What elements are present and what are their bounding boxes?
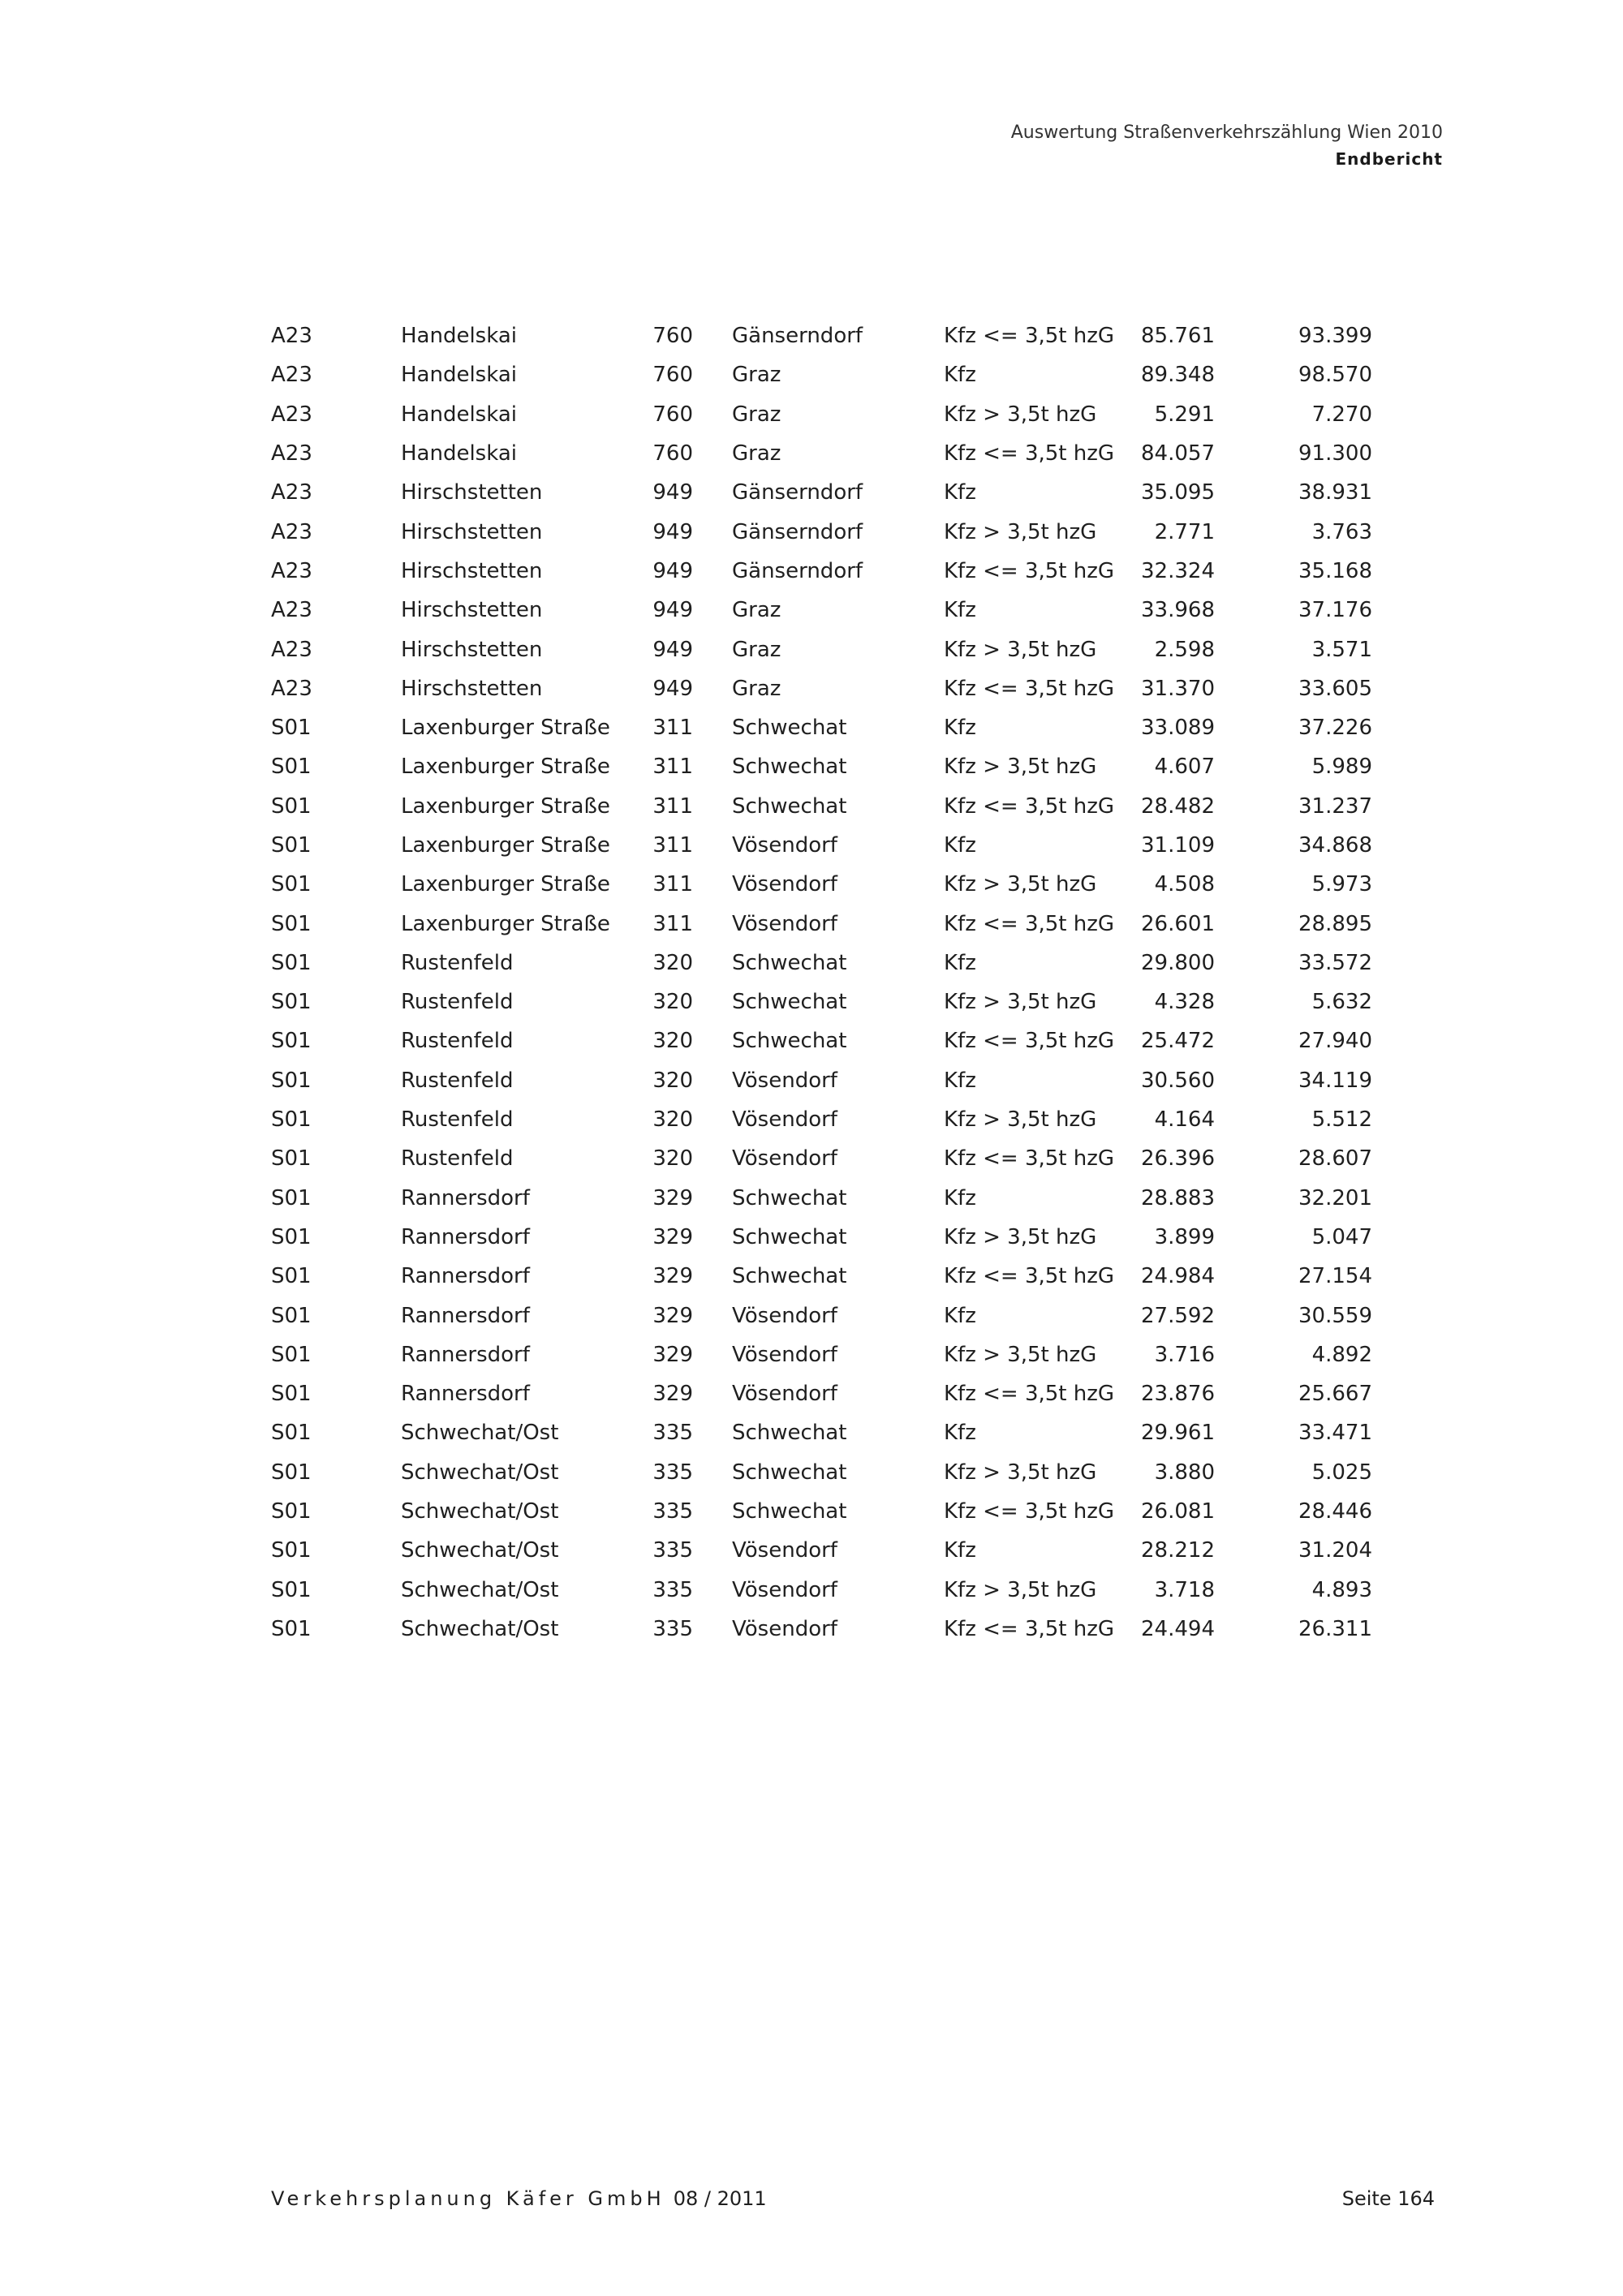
- road-cell: S01: [271, 716, 312, 741]
- road-cell: S01: [271, 755, 312, 780]
- table-row: [271, 355, 1372, 394]
- count-point-cell: 320: [652, 1107, 693, 1133]
- direction-cell: Gänserndorf: [732, 519, 863, 544]
- section-cell: Handelskai: [401, 363, 517, 388]
- vehicle-type-cell: Kfz <= 3,5t hzG: [944, 1382, 1115, 1407]
- vehicle-type-cell: Kfz: [944, 1421, 976, 1446]
- section-cell: Rannersdorf: [401, 1303, 530, 1328]
- direction-cell: Vösendorf: [732, 1342, 837, 1367]
- value-cell-1: 89.348: [1141, 363, 1215, 388]
- value-cell-2: 7.270: [1311, 402, 1372, 427]
- section-cell: Hirschstetten: [401, 598, 543, 623]
- count-point-cell: 949: [652, 637, 693, 662]
- section-cell: Rannersdorf: [401, 1224, 530, 1249]
- value-cell-1: 32.324: [1141, 558, 1215, 583]
- value-cell-2: 5.047: [1311, 1224, 1372, 1249]
- vehicle-type-cell: Kfz > 3,5t hzG: [944, 1577, 1097, 1602]
- road-cell: S01: [271, 1146, 312, 1172]
- value-cell-2: 33.605: [1298, 676, 1372, 701]
- section-cell: Rustenfeld: [401, 950, 514, 975]
- vehicle-type-cell: Kfz <= 3,5t hzG: [944, 441, 1115, 467]
- section-cell: Laxenburger Straße: [401, 872, 610, 897]
- road-cell: A23: [271, 324, 312, 349]
- value-cell-1: 24.494: [1141, 1616, 1215, 1641]
- vehicle-type-cell: Kfz: [944, 833, 976, 858]
- direction-cell: Schwechat: [732, 1264, 847, 1289]
- road-cell: A23: [271, 598, 312, 623]
- table-row: [271, 865, 1372, 904]
- road-cell: A23: [271, 558, 312, 583]
- count-point-cell: 311: [652, 755, 693, 780]
- road-cell: S01: [271, 950, 312, 975]
- value-cell-1: 3.718: [1154, 1577, 1215, 1602]
- vehicle-type-cell: Kfz <= 3,5t hzG: [944, 676, 1115, 701]
- value-cell-2: 31.204: [1298, 1538, 1372, 1563]
- table-row: [271, 1413, 1372, 1452]
- value-cell-1: 3.880: [1154, 1460, 1215, 1485]
- value-cell-1: 28.212: [1141, 1538, 1215, 1563]
- section-cell: Hirschstetten: [401, 558, 543, 583]
- table-row: [271, 904, 1372, 943]
- road-cell: S01: [271, 1185, 312, 1210]
- road-cell: S01: [271, 1303, 312, 1328]
- section-cell: Rannersdorf: [401, 1342, 530, 1367]
- value-cell-1: 26.081: [1141, 1499, 1215, 1524]
- footer-left: [271, 2187, 767, 2210]
- vehicle-type-cell: Kfz > 3,5t hzG: [944, 1224, 1097, 1249]
- count-point-cell: 329: [652, 1342, 693, 1367]
- count-point-cell: 320: [652, 1068, 693, 1093]
- value-cell-1: 29.961: [1141, 1421, 1215, 1446]
- count-point-cell: 320: [652, 950, 693, 975]
- value-cell-1: 27.592: [1141, 1303, 1215, 1328]
- direction-cell: Vösendorf: [732, 1382, 837, 1407]
- vehicle-type-cell: Kfz > 3,5t hzG: [944, 1342, 1097, 1367]
- road-cell: S01: [271, 833, 312, 858]
- road-cell: S01: [271, 1382, 312, 1407]
- value-cell-2: 25.667: [1298, 1382, 1372, 1407]
- count-point-cell: 335: [652, 1577, 693, 1602]
- count-point-cell: 335: [652, 1616, 693, 1641]
- section-cell: Laxenburger Straße: [401, 833, 610, 858]
- road-cell: S01: [271, 793, 312, 819]
- section-cell: Laxenburger Straße: [401, 755, 610, 780]
- page-footer: [271, 2187, 1435, 2215]
- section-cell: Hirschstetten: [401, 480, 543, 505]
- direction-cell: Schwechat: [732, 716, 847, 741]
- direction-cell: Vösendorf: [732, 1068, 837, 1093]
- count-point-cell: 329: [652, 1264, 693, 1289]
- value-cell-2: 27.154: [1298, 1264, 1372, 1289]
- value-cell-1: 85.761: [1141, 324, 1215, 349]
- vehicle-type-cell: Kfz: [944, 716, 976, 741]
- value-cell-1: 24.984: [1141, 1264, 1215, 1289]
- value-cell-2: 28.895: [1298, 911, 1372, 936]
- count-point-cell: 949: [652, 598, 693, 623]
- value-cell-1: 4.607: [1154, 755, 1215, 780]
- table-row: [271, 1453, 1372, 1492]
- section-cell: Rustenfeld: [401, 1068, 514, 1093]
- value-cell-2: 91.300: [1298, 441, 1372, 467]
- count-point-cell: 335: [652, 1499, 693, 1524]
- count-point-cell: 320: [652, 990, 693, 1015]
- count-point-cell: 311: [652, 872, 693, 897]
- value-cell-1: 31.370: [1141, 676, 1215, 701]
- vehicle-type-cell: Kfz <= 3,5t hzG: [944, 1146, 1115, 1172]
- value-cell-1: 25.472: [1141, 1029, 1215, 1054]
- direction-cell: Gänserndorf: [732, 480, 863, 505]
- count-point-cell: 760: [652, 363, 693, 388]
- vehicle-type-cell: Kfz <= 3,5t hzG: [944, 324, 1115, 349]
- value-cell-1: 4.508: [1154, 872, 1215, 897]
- value-cell-1: 28.482: [1141, 793, 1215, 819]
- road-cell: S01: [271, 1029, 312, 1054]
- direction-cell: Gänserndorf: [732, 324, 863, 349]
- direction-cell: Graz: [732, 598, 781, 623]
- count-point-cell: 760: [652, 441, 693, 467]
- road-cell: S01: [271, 990, 312, 1015]
- table-row: [271, 826, 1372, 865]
- section-cell: Rustenfeld: [401, 1107, 514, 1133]
- vehicle-type-cell: Kfz > 3,5t hzG: [944, 1107, 1097, 1133]
- section-cell: Schwechat/Ost: [401, 1538, 559, 1563]
- value-cell-1: 4.164: [1154, 1107, 1215, 1133]
- table-row: [271, 473, 1372, 512]
- value-cell-2: 93.399: [1298, 324, 1372, 349]
- count-point-cell: 949: [652, 480, 693, 505]
- direction-cell: Schwechat: [732, 755, 847, 780]
- vehicle-type-cell: Kfz: [944, 598, 976, 623]
- road-cell: A23: [271, 402, 312, 427]
- road-cell: S01: [271, 1224, 312, 1249]
- table-row: [271, 944, 1372, 982]
- value-cell-2: 28.607: [1298, 1146, 1372, 1172]
- road-cell: S01: [271, 872, 312, 897]
- road-cell: A23: [271, 480, 312, 505]
- value-cell-2: 5.989: [1311, 755, 1372, 780]
- table-row: [271, 1179, 1372, 1218]
- vehicle-type-cell: Kfz > 3,5t hzG: [944, 990, 1097, 1015]
- direction-cell: Gänserndorf: [732, 558, 863, 583]
- direction-cell: Schwechat: [732, 1421, 847, 1446]
- count-point-cell: 335: [652, 1421, 693, 1446]
- value-cell-2: 32.201: [1298, 1185, 1372, 1210]
- value-cell-1: 3.899: [1154, 1224, 1215, 1249]
- table-row: [271, 591, 1372, 630]
- vehicle-type-cell: Kfz <= 3,5t hzG: [944, 1029, 1115, 1054]
- value-cell-1: 29.800: [1141, 950, 1215, 975]
- value-cell-2: 33.572: [1298, 950, 1372, 975]
- value-cell-2: 34.868: [1298, 833, 1372, 858]
- direction-cell: Vösendorf: [732, 1577, 837, 1602]
- vehicle-type-cell: Kfz > 3,5t hzG: [944, 755, 1097, 780]
- value-cell-1: 33.089: [1141, 716, 1215, 741]
- vehicle-type-cell: Kfz > 3,5t hzG: [944, 872, 1097, 897]
- road-cell: S01: [271, 1616, 312, 1641]
- count-point-cell: 320: [652, 1029, 693, 1054]
- table-body: [271, 316, 1372, 1649]
- vehicle-type-cell: Kfz <= 3,5t hzG: [944, 1499, 1115, 1524]
- count-point-cell: 949: [652, 558, 693, 583]
- vehicle-type-cell: Kfz <= 3,5t hzG: [944, 1616, 1115, 1641]
- section-cell: Handelskai: [401, 324, 517, 349]
- value-cell-1: 33.968: [1141, 598, 1215, 623]
- value-cell-2: 5.973: [1311, 872, 1372, 897]
- value-cell-2: 37.176: [1298, 598, 1372, 623]
- value-cell-1: 31.109: [1141, 833, 1215, 858]
- count-point-cell: 329: [652, 1382, 693, 1407]
- table-row: [271, 316, 1372, 355]
- value-cell-2: 35.168: [1298, 558, 1372, 583]
- direction-cell: Schwechat: [732, 1185, 847, 1210]
- section-cell: Laxenburger Straße: [401, 793, 610, 819]
- direction-cell: Graz: [732, 441, 781, 467]
- section-cell: Schwechat/Ost: [401, 1499, 559, 1524]
- road-cell: A23: [271, 676, 312, 701]
- direction-cell: Vösendorf: [732, 1107, 837, 1133]
- table-row: [271, 1374, 1372, 1413]
- value-cell-2: 28.446: [1298, 1499, 1372, 1524]
- value-cell-2: 4.892: [1311, 1342, 1372, 1367]
- section-cell: Rannersdorf: [401, 1185, 530, 1210]
- section-cell: Schwechat/Ost: [401, 1421, 559, 1446]
- count-point-cell: 949: [652, 676, 693, 701]
- company-name: Verkehrsplanung Käfer GmbH: [271, 2187, 665, 2210]
- vehicle-type-cell: Kfz: [944, 950, 976, 975]
- vehicle-type-cell: Kfz > 3,5t hzG: [944, 1460, 1097, 1485]
- count-point-cell: 760: [652, 324, 693, 349]
- direction-cell: Vösendorf: [732, 833, 837, 858]
- table-row: [271, 1139, 1372, 1178]
- value-cell-2: 5.632: [1311, 990, 1372, 1015]
- vehicle-type-cell: Kfz <= 3,5t hzG: [944, 911, 1115, 936]
- count-point-cell: 760: [652, 402, 693, 427]
- vehicle-type-cell: Kfz <= 3,5t hzG: [944, 793, 1115, 819]
- section-cell: Rustenfeld: [401, 1029, 514, 1054]
- direction-cell: Schwechat: [732, 1460, 847, 1485]
- value-cell-1: 84.057: [1141, 441, 1215, 467]
- section-cell: Schwechat/Ost: [401, 1577, 559, 1602]
- report-date: 08 / 2011: [673, 2187, 767, 2210]
- vehicle-type-cell: Kfz: [944, 480, 976, 505]
- count-point-cell: 329: [652, 1224, 693, 1249]
- count-point-cell: 320: [652, 1146, 693, 1172]
- value-cell-2: 33.471: [1298, 1421, 1372, 1446]
- report-title: Auswertung Straßenverkehrszählung Wien 2010: [1010, 123, 1443, 143]
- road-cell: S01: [271, 1577, 312, 1602]
- count-point-cell: 311: [652, 833, 693, 858]
- value-cell-1: 28.883: [1141, 1185, 1215, 1210]
- road-cell: S01: [271, 1264, 312, 1289]
- table-row: [271, 1335, 1372, 1374]
- section-cell: Rannersdorf: [401, 1382, 530, 1407]
- direction-cell: Vösendorf: [732, 1616, 837, 1641]
- section-cell: Handelskai: [401, 402, 517, 427]
- table-row: [271, 1492, 1372, 1531]
- direction-cell: Vösendorf: [732, 911, 837, 936]
- section-cell: Schwechat/Ost: [401, 1460, 559, 1485]
- traffic-count-table: [271, 316, 1372, 1649]
- table-row: [271, 1061, 1372, 1100]
- direction-cell: Schwechat: [732, 793, 847, 819]
- count-point-cell: 329: [652, 1303, 693, 1328]
- road-cell: S01: [271, 1421, 312, 1446]
- value-cell-2: 98.570: [1298, 363, 1372, 388]
- count-point-cell: 335: [652, 1460, 693, 1485]
- direction-cell: Vösendorf: [732, 1303, 837, 1328]
- table-row: [271, 669, 1372, 708]
- value-cell-2: 37.226: [1298, 716, 1372, 741]
- road-cell: S01: [271, 1538, 312, 1563]
- value-cell-2: 5.025: [1311, 1460, 1372, 1485]
- report-subtitle: Endbericht: [1335, 149, 1443, 169]
- section-cell: Handelskai: [401, 441, 517, 467]
- value-cell-1: 23.876: [1141, 1382, 1215, 1407]
- value-cell-2: 3.763: [1311, 519, 1372, 544]
- vehicle-type-cell: Kfz <= 3,5t hzG: [944, 1264, 1115, 1289]
- table-row: [271, 1610, 1372, 1649]
- page-number: Seite 164: [1341, 2187, 1435, 2210]
- road-cell: S01: [271, 1460, 312, 1485]
- direction-cell: Schwechat: [732, 950, 847, 975]
- table-row: [271, 552, 1372, 591]
- table-row: [271, 630, 1372, 669]
- road-cell: S01: [271, 1107, 312, 1133]
- vehicle-type-cell: Kfz: [944, 363, 976, 388]
- value-cell-1: 2.598: [1154, 637, 1215, 662]
- value-cell-2: 4.893: [1311, 1577, 1372, 1602]
- table-row: [271, 787, 1372, 826]
- section-cell: Hirschstetten: [401, 519, 543, 544]
- section-cell: Rustenfeld: [401, 1146, 514, 1172]
- value-cell-2: 31.237: [1298, 793, 1372, 819]
- value-cell-1: 35.095: [1141, 480, 1215, 505]
- count-point-cell: 311: [652, 793, 693, 819]
- road-cell: A23: [271, 637, 312, 662]
- table-row: [271, 1257, 1372, 1296]
- section-cell: Laxenburger Straße: [401, 911, 610, 936]
- vehicle-type-cell: Kfz <= 3,5t hzG: [944, 558, 1115, 583]
- value-cell-1: 26.601: [1141, 911, 1215, 936]
- table-row: [271, 512, 1372, 551]
- value-cell-2: 27.940: [1298, 1029, 1372, 1054]
- section-cell: Schwechat/Ost: [401, 1616, 559, 1641]
- table-row: [271, 395, 1372, 434]
- count-point-cell: 949: [652, 519, 693, 544]
- vehicle-type-cell: Kfz: [944, 1185, 976, 1210]
- direction-cell: Graz: [732, 363, 781, 388]
- count-point-cell: 329: [652, 1185, 693, 1210]
- section-cell: Rustenfeld: [401, 990, 514, 1015]
- page-header: [1011, 120, 1443, 172]
- table-row: [271, 747, 1372, 786]
- value-cell-2: 5.512: [1311, 1107, 1372, 1133]
- vehicle-type-cell: Kfz > 3,5t hzG: [944, 519, 1097, 544]
- vehicle-type-cell: Kfz > 3,5t hzG: [944, 402, 1097, 427]
- direction-cell: Vösendorf: [732, 872, 837, 897]
- value-cell-1: 4.328: [1154, 990, 1215, 1015]
- value-cell-2: 34.119: [1298, 1068, 1372, 1093]
- value-cell-2: 26.311: [1298, 1616, 1372, 1641]
- direction-cell: Schwechat: [732, 1029, 847, 1054]
- table-row: [271, 982, 1372, 1021]
- table-row: [271, 1100, 1372, 1139]
- value-cell-2: 30.559: [1298, 1303, 1372, 1328]
- section-cell: Hirschstetten: [401, 637, 543, 662]
- value-cell-1: 2.771: [1154, 519, 1215, 544]
- value-cell-1: 3.716: [1154, 1342, 1215, 1367]
- direction-cell: Graz: [732, 637, 781, 662]
- value-cell-1: 26.396: [1141, 1146, 1215, 1172]
- value-cell-1: 5.291: [1154, 402, 1215, 427]
- vehicle-type-cell: Kfz: [944, 1303, 976, 1328]
- vehicle-type-cell: Kfz: [944, 1068, 976, 1093]
- value-cell-1: 30.560: [1141, 1068, 1215, 1093]
- table-row: [271, 1571, 1372, 1610]
- count-point-cell: 311: [652, 911, 693, 936]
- vehicle-type-cell: Kfz: [944, 1538, 976, 1563]
- direction-cell: Vösendorf: [732, 1146, 837, 1172]
- direction-cell: Graz: [732, 676, 781, 701]
- road-cell: A23: [271, 363, 312, 388]
- direction-cell: Schwechat: [732, 1224, 847, 1249]
- direction-cell: Graz: [732, 402, 781, 427]
- section-cell: Laxenburger Straße: [401, 716, 610, 741]
- road-cell: S01: [271, 1499, 312, 1524]
- road-cell: S01: [271, 1342, 312, 1367]
- direction-cell: Vösendorf: [732, 1538, 837, 1563]
- section-cell: Rannersdorf: [401, 1264, 530, 1289]
- count-point-cell: 311: [652, 716, 693, 741]
- road-cell: S01: [271, 911, 312, 936]
- value-cell-2: 3.571: [1311, 637, 1372, 662]
- table-row: [271, 1021, 1372, 1060]
- table-row: [271, 1218, 1372, 1257]
- value-cell-2: 38.931: [1298, 480, 1372, 505]
- road-cell: A23: [271, 519, 312, 544]
- direction-cell: Schwechat: [732, 990, 847, 1015]
- table-row: [271, 434, 1372, 473]
- direction-cell: Schwechat: [732, 1499, 847, 1524]
- section-cell: Hirschstetten: [401, 676, 543, 701]
- vehicle-type-cell: Kfz > 3,5t hzG: [944, 637, 1097, 662]
- road-cell: A23: [271, 441, 312, 467]
- road-cell: S01: [271, 1068, 312, 1093]
- table-row: [271, 1296, 1372, 1335]
- table-row: [271, 708, 1372, 747]
- count-point-cell: 335: [652, 1538, 693, 1563]
- table-row: [271, 1531, 1372, 1570]
